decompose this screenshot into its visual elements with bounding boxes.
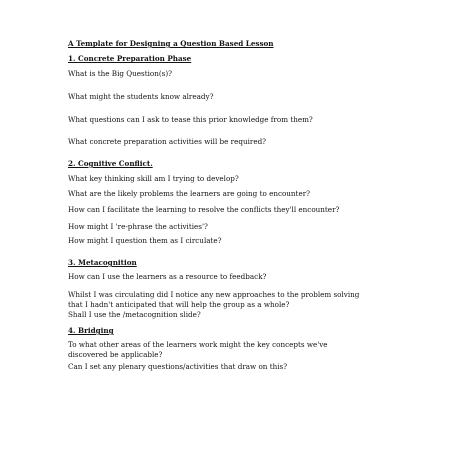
question-item: Can I set any plenary questions/activities that draw on this? [68,362,288,371]
question-item: How can I facilitate the learning to resolve the conflicts they'll encounter? [68,205,340,214]
question-item: What questions can I ask to tease this prior knowledge from them? [68,115,313,124]
document-title: A Template for Designing a Question Based Lesson [68,39,274,48]
section-heading-concrete-preparation: 1. Concrete Preparation Phase [68,54,192,63]
question-item: How might I question them as I circulate? [68,236,222,245]
question-item: Shall I use the /metacognition slide? [68,310,201,319]
section-heading-cognitive-conflict: 2. Cognitive Conflict. [68,159,153,168]
question-item: What might the students know already? [68,92,214,101]
section-heading-bridging: 4. Bridging [68,326,114,335]
question-item: How can I use the learners as a resource to feedback? [68,272,267,281]
question-item: What concrete preparation activities will be required? [68,137,267,146]
question-item: What is the Big Question(s)? [68,69,173,78]
question-item: How might I 're-phrase the activities'? [68,222,208,231]
question-item: What key thinking skill am I trying to develop? [68,174,239,183]
question-item: To what other areas of the learners work might the key concepts we've discovered be applicable? [68,340,328,359]
question-item: What are the likely problems the learners are going to encounter? [68,189,310,198]
section-heading-metacognition: 3. Metacognition [68,258,137,267]
question-item: Whilst I was circulating did I notice any new approaches to the problem solving that I hadn't anticipated that will help the group as a whole? [68,290,360,309]
